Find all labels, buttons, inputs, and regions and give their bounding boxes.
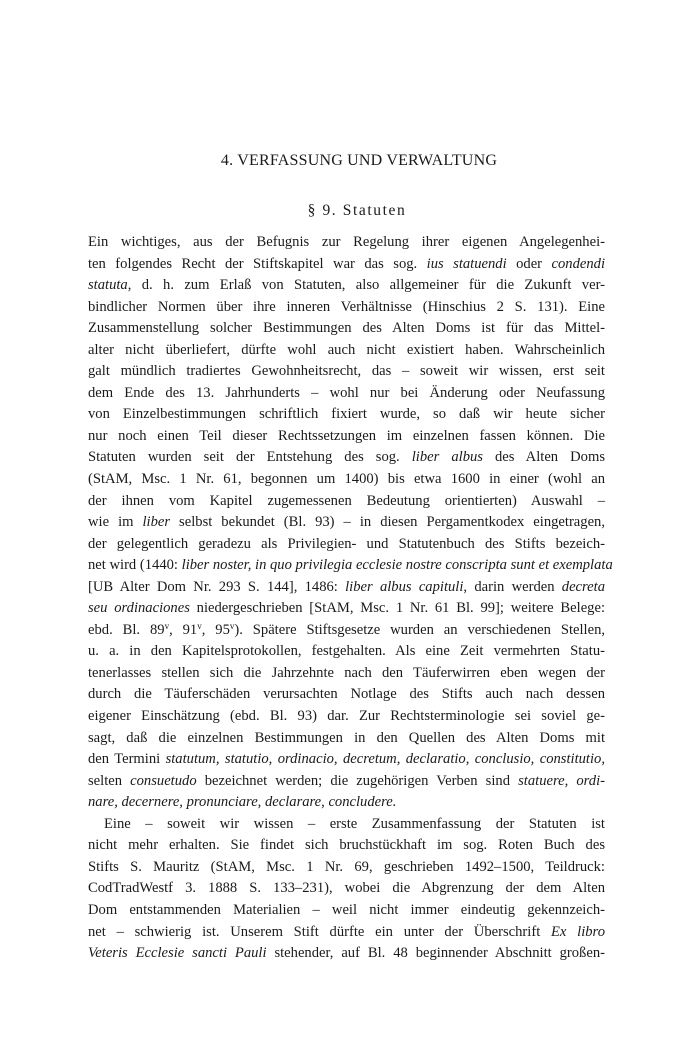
italic-term: liber albus	[411, 449, 483, 466]
text-segment: des Alten Doms	[482, 449, 605, 466]
text-line	[88, 706, 605, 728]
text-line	[88, 361, 605, 383]
text-line	[88, 857, 605, 879]
italic-term: decreta	[561, 578, 605, 595]
superscript: v	[164, 620, 170, 631]
text-line	[88, 555, 613, 577]
text-line	[88, 469, 605, 491]
text-line	[88, 232, 605, 254]
text-line	[88, 814, 605, 836]
italic-term: ius statuendi	[426, 255, 507, 272]
text-line	[88, 275, 605, 297]
text-line	[88, 254, 605, 276]
text-segment: ten folgendes Recht der Stiftskapitel war das sog.	[88, 255, 427, 272]
text-line	[88, 728, 605, 750]
italic-term: liber	[142, 514, 171, 531]
text-line	[88, 383, 605, 405]
text-segment: Dom entstammenden Materialien – weil nicht immer eindeutig gekennzeich-	[88, 901, 605, 918]
body-text	[88, 232, 613, 965]
text-line	[88, 426, 605, 448]
text-line	[88, 663, 605, 685]
text-segment: bezeichnet werden; die zugehörigen Verben sind	[196, 772, 519, 789]
text-line	[88, 943, 605, 965]
text-line	[88, 318, 605, 340]
superscript: v	[229, 620, 235, 631]
text-segment: tenerlasses stellen sich die Jahrzehnte nach den Täuferwirren eben wegen der	[88, 664, 605, 681]
italic-term: liber noster, in quo privilegia ecclesie nostre conscripta sunt et exemplata	[181, 557, 613, 574]
text-line	[88, 878, 605, 900]
text-segment: , 95	[201, 621, 230, 638]
superscript: v	[197, 620, 202, 631]
text-segment: galt mündlich tradiertes Gewohnheitsrecht, das – soweit wir wissen, erst seit	[88, 363, 605, 380]
text-segment: alter nicht überliefert, dürfte wohl auch nicht existiert haben. Wahrscheinlich	[88, 341, 605, 358]
text-segment: Ein wichtiges, aus der Befugnis zur Regelung ihrer eigenen Angelegenhei-	[88, 234, 605, 250]
italic-term: statutum, statutio, ordinacio, decretum, declaratio, conclusio, constitutio,	[165, 751, 605, 768]
text-line	[88, 512, 605, 534]
text-segment: selbst bekundet (Bl. 93) – in diesen Pergamentkodex eingetragen,	[170, 514, 605, 531]
text-segment: stehender, auf Bl. 48 beginnender Abschnitt großen-	[266, 945, 605, 962]
text-segment: Zusammenstellung solcher Bestimmungen des Alten Doms ist für das Mittel-	[88, 320, 605, 337]
text-segment: sagt, daß die einzelnen Bestimmungen in den Quellen des Alten Doms mit	[88, 729, 605, 746]
text-segment: bindlicher Normen über ihre inneren Verhältnisse (Hinschius 2 S. 131). Eine	[88, 298, 605, 315]
text-segment: niedergeschrieben [StAM, Msc. 1 Nr. 61 Bl. 99]; weitere Belege:	[189, 600, 605, 617]
text-segment: wie im	[88, 514, 143, 531]
text-line	[88, 297, 605, 319]
text-segment: eigener Einschätzung (ebd. Bl. 93) dar. Zur Rechtsterminologie sei soviel ge-	[88, 708, 605, 725]
chapter-heading: 4. VERFASSUNG UND VERWALTUNG	[220, 152, 498, 169]
italic-term: nare, decernere, pronunciare, declarare, concludere.	[88, 794, 397, 811]
text-line	[88, 792, 605, 814]
italic-term: Ex libro	[551, 923, 605, 940]
text-segment: von Einzelbestimmungen schriftlich fixiert wurde, so daß wir heute sicher	[88, 406, 605, 423]
italic-term: statuta	[88, 277, 128, 294]
text-segment: oder	[506, 255, 552, 272]
text-segment: ebd. Bl. 89	[88, 621, 165, 638]
text-segment: durch die Täuferschäden verursachten Notlage des Stifts auch nach dessen	[88, 686, 605, 703]
text-segment: , d. h. zum Erlaß von Statuten, also allgemeiner für die Zukunft ver-	[127, 277, 605, 294]
italic-term: consuetudo	[130, 772, 197, 789]
text-line	[88, 598, 605, 620]
text-segment: Stifts S. Mauritz (StAM, Msc. 1 Nr. 69, geschrieben 1492–1500, Teildruck:	[88, 858, 605, 875]
text-segment: net wird (1440:	[88, 557, 182, 574]
text-line	[88, 684, 605, 706]
text-line	[88, 404, 605, 426]
text-line	[88, 749, 605, 771]
text-segment: net – schwierig ist. Unserem Stift dürfte ein unter der Überschrift	[88, 923, 552, 940]
text-line	[88, 641, 605, 663]
text-segment: nur noch einen Teil dieser Rechtssetzungen im einzelnen fassen können. Die	[88, 427, 605, 444]
text-segment: Statuten wurden seit der Entstehung des sog.	[88, 449, 412, 466]
text-line	[88, 771, 605, 793]
italic-term: statuere, ordi-	[518, 772, 605, 789]
text-segment: nicht mehr erhalten. Sie findet sich bruchstückhaft im sog. Roten Buch des	[88, 837, 605, 854]
text-segment: u. a. in den Kapitelsprotokollen, festgehalten. Als eine Zeit vermehrten Statu-	[88, 643, 605, 660]
text-line	[88, 900, 605, 922]
text-line	[88, 922, 605, 944]
text-segment: selten	[88, 772, 131, 789]
text-line	[88, 534, 605, 556]
text-segment: , 91	[169, 621, 198, 638]
text-segment: CodTradWestf 3. 1888 S. 133–231), wobei die Abgrenzung der dem Alten	[88, 880, 605, 897]
text-line	[88, 340, 605, 362]
text-segment: (StAM, Msc. 1 Nr. 61, begonnen um 1400) bis etwa 1600 in einer (wohl an	[88, 471, 605, 488]
text-line	[88, 491, 605, 513]
text-segment: [UB Alter Dom Nr. 293 S. 144], 1486:	[88, 578, 346, 595]
italic-term: Veteris Ecclesie sancti Pauli	[88, 945, 267, 962]
text-segment: der ihnen vom Kapitel zugemessenen Bedeutung orientierten) Auswahl –	[88, 492, 605, 509]
section-heading: § 9. Statuten	[307, 202, 407, 219]
text-line	[88, 447, 605, 469]
text-segment: den Termini	[88, 751, 166, 768]
italic-term: condendi	[551, 255, 605, 272]
text-segment: , darin werden	[463, 578, 562, 595]
italic-term: liber albus capituli	[345, 578, 464, 595]
text-segment: der gelegentlich geradezu als Privilegien- und Statutenbuch des Stifts bezeich-	[88, 535, 605, 552]
italic-term: seu ordinaciones	[88, 600, 190, 617]
text-line	[88, 620, 605, 642]
text-segment: ). Spätere Stiftsgesetze wurden an verschiedenen Stellen,	[234, 621, 606, 638]
text-segment: Eine – soweit wir wissen – erste Zusammenfassung der Statuten ist	[104, 815, 605, 832]
text-line	[88, 835, 605, 857]
text-line	[88, 577, 605, 599]
text-segment: dem Ende des 13. Jahrhunderts – wohl nur bei Änderung oder Neufassung	[88, 384, 605, 401]
